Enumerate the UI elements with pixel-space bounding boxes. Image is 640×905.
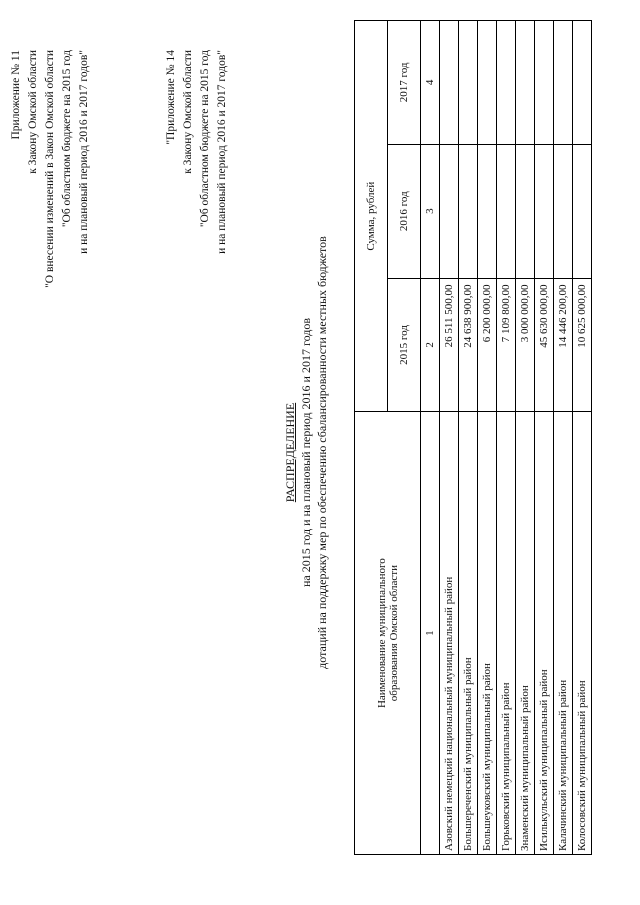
annex-11-block	[8, 50, 93, 288]
amount-2017	[573, 21, 592, 145]
header-year-2017: 2017 год	[388, 21, 421, 145]
amount-2015: 3 000 000,00	[516, 278, 535, 412]
table-row	[440, 21, 459, 855]
table-row	[573, 21, 592, 855]
municipality-name: Калачинский муниципальный район	[554, 412, 573, 855]
municipality-name: Большереченский муниципальный район	[459, 412, 478, 855]
table-row	[554, 21, 573, 855]
annex-11-amendment: "О внесении изменений в Закон Омской области	[44, 50, 56, 288]
amount-2015: 10 625 000,00	[573, 278, 592, 412]
amount-2015: 7 109 800,00	[497, 278, 516, 412]
table-row	[497, 21, 516, 855]
annex-14-law-ref: к Закону Омской области	[182, 50, 194, 174]
amount-2017	[535, 21, 554, 145]
amount-2015: 24 638 900,00	[459, 278, 478, 412]
table-row	[478, 21, 497, 855]
annex-14-budget-law: "Об областном бюджете на 2015 год	[199, 50, 211, 228]
amount-2016	[440, 144, 459, 278]
amount-2016	[573, 144, 592, 278]
amount-2016	[478, 144, 497, 278]
amount-2016	[459, 144, 478, 278]
amount-2016	[497, 144, 516, 278]
annex-14-block	[163, 50, 231, 254]
municipality-name: Знаменский муниципальный район	[516, 412, 535, 855]
colnum-4: 4	[421, 21, 440, 145]
amount-2016	[516, 144, 535, 278]
municipality-name: Исилькульский муниципальный район	[535, 412, 554, 855]
annex-11-title: Приложение № 11	[10, 50, 22, 140]
header-municipality: Наименование муниципального образования Омской области	[355, 412, 421, 855]
distribution-table	[354, 20, 592, 855]
municipality-name: Колосовский муниципальный район	[573, 412, 592, 855]
table-header-row	[355, 21, 388, 855]
annex-11-period: и на плановый период 2016 и 2017 годов"	[78, 50, 90, 254]
document-title-block	[282, 0, 330, 905]
annex-11-law-ref: к Закону Омской области	[27, 50, 39, 174]
header-year-2015: 2015 год	[388, 278, 421, 412]
amount-2017	[497, 21, 516, 145]
amount-2016	[554, 144, 573, 278]
amount-2017	[554, 21, 573, 145]
colnum-3: 3	[421, 144, 440, 278]
municipality-name: Большеуковский муниципальный район	[478, 412, 497, 855]
annex-14-title: "Приложение № 14	[165, 50, 177, 145]
annex-14-period: и на плановый период 2016 и 2017 годов"	[216, 50, 228, 254]
header-year-2016: 2016 год	[388, 144, 421, 278]
municipality-name: Горьковский муниципальный район	[497, 412, 516, 855]
amount-2017	[478, 21, 497, 145]
document-subtitle-period: на 2015 год и на плановый период 2016 и 2017 годов	[299, 318, 313, 588]
document-title: РАСПРЕДЕЛЕНИЕ	[283, 402, 297, 503]
annex-11-budget-law: "Об областном бюджете на 2015 год	[61, 50, 73, 228]
amount-2016	[535, 144, 554, 278]
header-sum: Сумма, рублей	[355, 21, 388, 412]
colnum-1: 1	[421, 412, 440, 855]
document-subtitle-purpose: дотаций на поддержку мер по обеспечению сбалансированности местных бюджетов	[315, 236, 329, 669]
amount-2015: 6 200 000,00	[478, 278, 497, 412]
amount-2017	[459, 21, 478, 145]
amount-2015: 14 446 200,00	[554, 278, 573, 412]
amount-2017	[516, 21, 535, 145]
amount-2015: 26 511 500,00	[440, 278, 459, 412]
table-row	[459, 21, 478, 855]
amount-2015: 45 630 000,00	[535, 278, 554, 412]
table-colnum-row	[421, 21, 440, 855]
amount-2017	[440, 21, 459, 145]
municipality-name: Азовский немецкий национальный муниципальный район	[440, 412, 459, 855]
colnum-2: 2	[421, 278, 440, 412]
table-row	[516, 21, 535, 855]
table-row	[535, 21, 554, 855]
